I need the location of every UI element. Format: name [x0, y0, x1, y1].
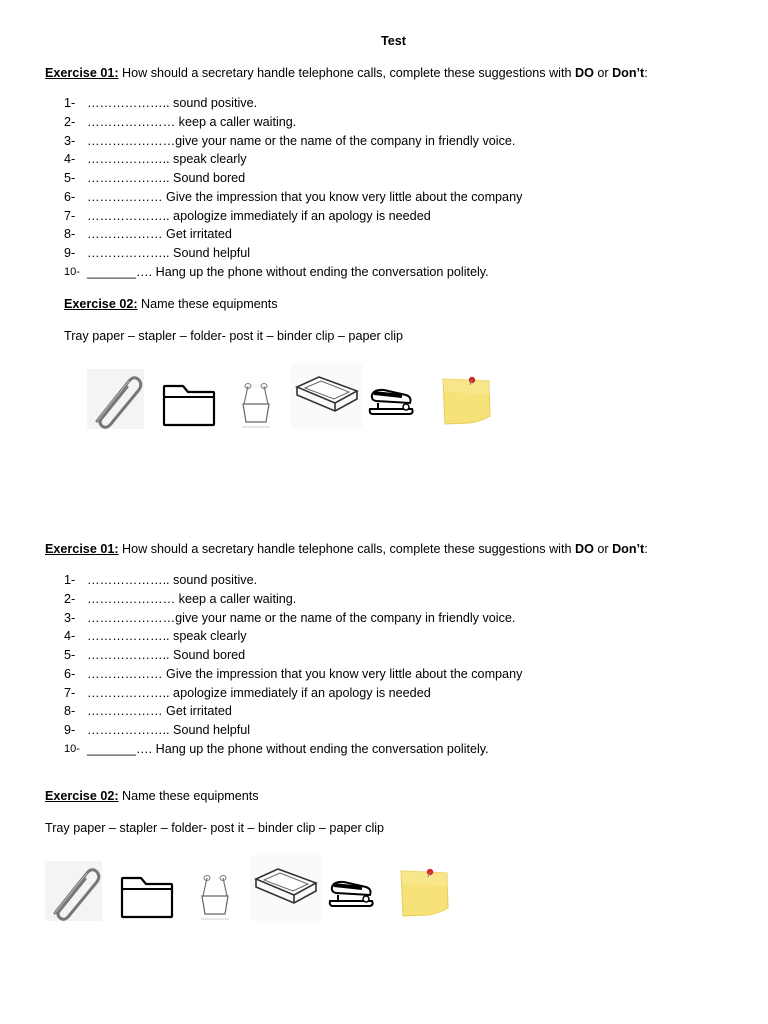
exercise-02-prompt-text: Name these equipments	[137, 297, 278, 311]
prompt-colon: :	[644, 542, 648, 556]
item-text: _______…. Hang up the phone without ending the conversation politely.	[87, 264, 489, 279]
post-it-note-icon	[398, 866, 450, 918]
item-number: 3-	[64, 133, 76, 148]
item-number: 8-	[64, 227, 76, 242]
binder-clip-icon	[236, 382, 276, 430]
item-number: 9-	[64, 723, 76, 737]
item-text: ……………….. sound positive.	[87, 573, 258, 587]
binder-clip-icon	[195, 874, 235, 922]
folder-icon	[161, 381, 217, 427]
exercise-01-prompt-text: How should a secretary handle telephone calls, complete these suggestions with	[118, 66, 575, 80]
equipment-word-bank: Tray paper – stapler – folder- post it – binder clip – paper clip	[45, 821, 385, 835]
do-keyword: DO	[574, 542, 594, 556]
item-number: 6-	[64, 666, 76, 681]
item-text: ………………… keep a caller waiting.	[87, 591, 297, 606]
item-number: 7-	[64, 685, 76, 700]
item-text: ……………….. sound positive.	[87, 96, 258, 110]
item-number: 1-	[64, 96, 76, 110]
item-number: 3-	[64, 610, 76, 625]
post-it-note-icon	[440, 374, 492, 426]
item-text: ……………… Get irritated	[87, 704, 232, 719]
item-text: ……………….. apologize immediately if an apology is needed	[87, 208, 431, 223]
folder-icon	[119, 873, 175, 919]
item-text: ……………….. apologize immediately if an apology is needed	[87, 685, 431, 700]
paper-tray-icon	[291, 363, 363, 429]
paper-clip-icon	[45, 861, 102, 921]
item-text: …………………give your name or the name of the company in friendly voice.	[87, 610, 516, 625]
paper-tray-icon	[250, 855, 322, 921]
do-keyword: DO	[574, 66, 594, 80]
item-number: 10-	[64, 265, 80, 278]
exercise-02-prompt	[64, 297, 278, 311]
item-text: …………………give your name or the name of the company in friendly voice.	[87, 133, 516, 148]
item-number: 7-	[64, 208, 76, 223]
exercise-01-prompt-text: How should a secretary handle telephone calls, complete these suggestions with	[118, 542, 575, 556]
page-title: Test	[381, 34, 406, 48]
stapler-icon	[366, 383, 416, 419]
item-number: 9-	[64, 246, 76, 260]
exercise-01-label: Exercise 01:	[45, 542, 119, 556]
item-number: 5-	[64, 648, 76, 662]
exercise-02-prompt	[45, 789, 259, 803]
or-word: or	[593, 542, 613, 556]
item-text: ……………… Give the impression that you know very little about the company	[87, 666, 523, 681]
prompt-colon: :	[644, 66, 648, 80]
paper-clip-icon	[87, 369, 144, 429]
item-text: ……………….. speak clearly	[87, 152, 247, 167]
item-number: 2-	[64, 114, 76, 129]
item-text: ……………….. Sound bored	[87, 171, 246, 185]
item-text: ………………… keep a caller waiting.	[87, 114, 297, 129]
item-number: 4-	[64, 152, 76, 167]
item-text: _______…. Hang up the phone without ending the conversation politely.	[87, 741, 489, 756]
item-text: ……………….. Sound helpful	[87, 723, 251, 737]
item-number: 4-	[64, 629, 76, 644]
item-text: ……………….. speak clearly	[87, 629, 247, 644]
item-number: 2-	[64, 591, 76, 606]
item-number: 6-	[64, 189, 76, 204]
item-text: ……………….. Sound bored	[87, 648, 246, 662]
dont-keyword: Don’t	[612, 542, 645, 556]
exercise-02-prompt-text: Name these equipments	[118, 789, 259, 803]
exercise-01-label: Exercise 01:	[45, 66, 119, 80]
exercise-01-prompt	[45, 542, 648, 556]
item-text: ……………… Give the impression that you know very little about the company	[87, 189, 523, 204]
exercise-02-label: Exercise 02:	[64, 297, 138, 311]
exercise-02-label: Exercise 02:	[45, 789, 119, 803]
item-number: 10-	[64, 742, 80, 755]
item-text: ……………….. Sound helpful	[87, 246, 251, 260]
item-text: ……………… Get irritated	[87, 227, 232, 242]
item-number: 1-	[64, 573, 76, 587]
item-number: 8-	[64, 704, 76, 719]
equipment-word-bank: Tray paper – stapler – folder- post it – binder clip – paper clip	[64, 329, 404, 343]
dont-keyword: Don’t	[612, 66, 645, 80]
exercise-01-prompt	[45, 66, 648, 80]
stapler-icon	[326, 875, 376, 911]
item-number: 5-	[64, 171, 76, 185]
or-word: or	[593, 66, 613, 80]
